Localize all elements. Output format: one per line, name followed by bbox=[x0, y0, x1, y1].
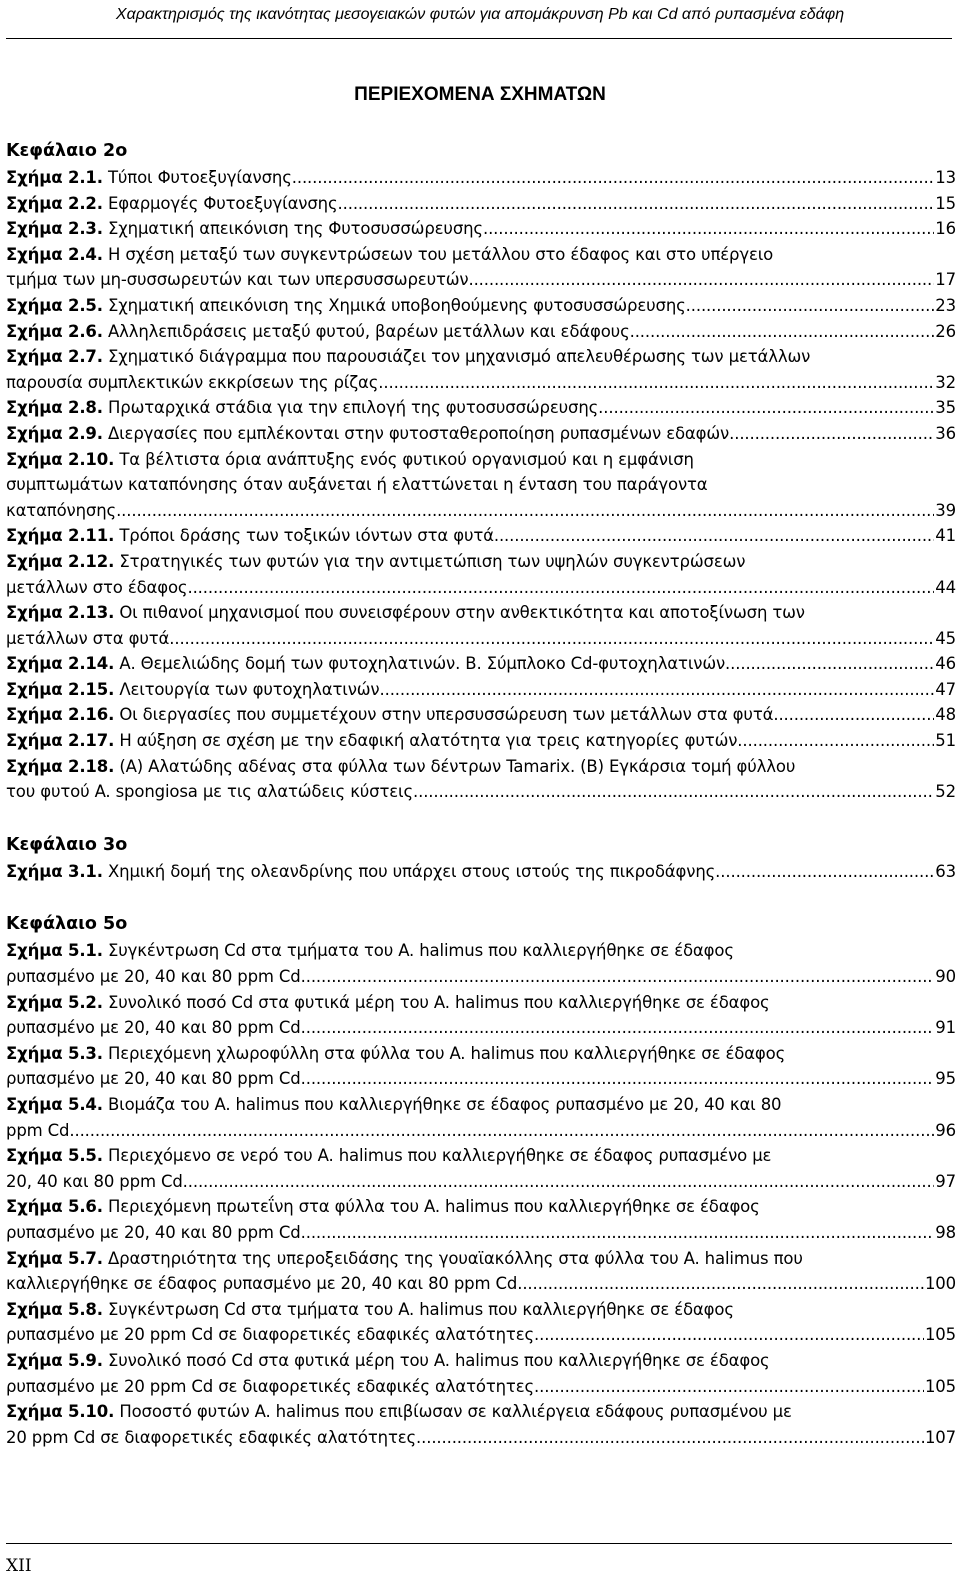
page-number: XII bbox=[6, 1556, 32, 1576]
page-ref[interactable]: 26 bbox=[935, 321, 956, 341]
figure-entry[interactable] bbox=[6, 702, 956, 728]
figure-caption: Συγκέντρωση Cd στα τμήματα του A. halimus που καλλιεργήθηκε σε έδαφος bbox=[102, 941, 734, 961]
figure-label: Σχήμα 2.6. bbox=[6, 321, 103, 341]
chapter-section bbox=[6, 138, 956, 805]
figure-entry[interactable] bbox=[6, 242, 956, 293]
figure-label: Σχήμα 2.8. bbox=[6, 398, 103, 418]
figure-label: Σχήμα 5.1. bbox=[6, 941, 103, 961]
figure-caption: Αλληλεπιδράσεις μεταξύ φυτού, βαρέων μετάλλων και εδάφους. bbox=[102, 321, 635, 341]
figure-caption: μετάλλων στο έδαφος. bbox=[6, 577, 193, 597]
dot-leader bbox=[742, 728, 934, 754]
figure-caption: Πρωταρχικά στάδια για την επιλογή της φυτοσυσσώρευσης. bbox=[102, 398, 604, 418]
figure-entry[interactable] bbox=[6, 677, 956, 703]
figure-label: Σχήμα 2.15. bbox=[6, 679, 115, 699]
figure-caption: Βιομάζα του A. halimus που καλλιεργήθηκε σε έδαφος ρυπασμένο με 20, 40 και 80 bbox=[102, 1095, 782, 1114]
dot-leader bbox=[539, 1322, 924, 1348]
figure-caption: Περιεχόμενη χλωροφύλλη στα φύλλα του A. halimus που καλλιεργήθηκε σε έδαφος bbox=[102, 1043, 786, 1063]
figure-caption: ρυπασμένο με 20, 40 και 80 ppm Cd. bbox=[6, 1018, 306, 1038]
figure-caption: (Α) Αλατώδης αδένας στα φύλλα των δέντρων Tamarix. (Β) Εγκάρσια τομή φύλλου bbox=[114, 756, 796, 776]
figure-entry[interactable] bbox=[6, 1399, 956, 1450]
figure-caption: Οι διεργασίες που συμμετέχουν στην υπερσυσσώρευση των μετάλλων στα φυτά. bbox=[114, 705, 779, 725]
figure-entry[interactable] bbox=[6, 990, 956, 1041]
figure-caption: ppm Cd. bbox=[6, 1120, 75, 1140]
figure-label: Σχήμα 5.7. bbox=[6, 1248, 103, 1268]
dot-leader bbox=[74, 1118, 934, 1144]
figure-entry[interactable] bbox=[6, 549, 956, 600]
figure-label: Σχήμα 2.5. bbox=[6, 295, 103, 315]
figure-entry[interactable] bbox=[6, 447, 956, 524]
figure-caption: τμήμα των μη-συσσωρευτών και των υπερσυσσωρευτών. bbox=[6, 270, 474, 290]
figure-caption: Στρατηγικές των φυτών για την αντιμετώπιση των υψηλών συγκεντρώσεων bbox=[114, 551, 746, 571]
dot-leader bbox=[418, 779, 934, 805]
dot-leader bbox=[522, 1271, 924, 1297]
figure-label: Σχήμα 2.11. bbox=[6, 526, 115, 546]
figure-label: Σχήμα 5.8. bbox=[6, 1299, 103, 1319]
figure-caption: Οι πιθανοί μηχανισμοί που συνεισφέρουν στην ανθεκτικότητα και αποτοξίνωση των bbox=[114, 603, 805, 623]
page-ref[interactable]: 32 bbox=[935, 372, 956, 392]
figure-caption: Συνολικό ποσό Cd στα φυτικά μέρη του A. halimus που καλλιεργήθηκε σε έδαφος bbox=[102, 1350, 770, 1370]
page-ref[interactable]: 35 bbox=[935, 398, 956, 418]
figure-caption: Η σχέση μεταξύ των συγκεντρώσεων του μετάλλου στο έδαφος και στο υπέργειο bbox=[102, 244, 774, 264]
page-ref[interactable]: 16 bbox=[935, 219, 956, 239]
dot-leader bbox=[499, 523, 934, 549]
dot-leader bbox=[174, 626, 934, 652]
page-ref[interactable]: 91 bbox=[935, 1018, 956, 1038]
figure-label: Σχήμα 2.12. bbox=[6, 551, 115, 571]
figure-entry[interactable] bbox=[6, 165, 956, 191]
figure-entry[interactable] bbox=[6, 216, 956, 242]
figure-caption: Περιεχόμενη πρωτεΐνη στα φύλλα του A. halimus που καλλιεργήθηκε σε έδαφος bbox=[102, 1197, 760, 1217]
figure-caption: ρυπασμένο με 20 ppm Cd σε διαφορετικές εδαφικές αλατότητες. bbox=[6, 1376, 540, 1396]
page-ref[interactable]: 96 bbox=[935, 1120, 956, 1140]
table-of-figures bbox=[6, 138, 956, 1450]
figure-caption: ρυπασμένο με 20, 40 και 80 ppm Cd. bbox=[6, 1222, 306, 1242]
figure-label: Σχήμα 2.17. bbox=[6, 731, 115, 751]
figure-entry[interactable] bbox=[6, 1348, 956, 1399]
figure-entry[interactable] bbox=[6, 523, 956, 549]
figure-caption: Περιεχόμενο σε νερό του A. halimus που καλλιεργήθηκε σε έδαφος ρυπασμένο με bbox=[102, 1146, 772, 1166]
figure-entry[interactable] bbox=[6, 344, 956, 395]
page-ref[interactable]: 41 bbox=[935, 526, 956, 546]
dot-leader bbox=[603, 395, 934, 421]
dot-leader bbox=[720, 859, 934, 885]
page-ref[interactable]: 45 bbox=[935, 628, 956, 648]
page-ref[interactable]: 48 bbox=[935, 705, 956, 725]
figure-caption: ρυπασμένο με 20, 40 και 80 ppm Cd. bbox=[6, 1069, 306, 1089]
figure-label: Σχήμα 2.10. bbox=[6, 449, 115, 469]
header-rule bbox=[6, 38, 952, 39]
figure-caption: 20 ppm Cd σε διαφορετικές εδαφικές αλατότητες. bbox=[6, 1427, 422, 1447]
figure-entry[interactable] bbox=[6, 1246, 956, 1297]
figure-label: Σχήμα 2.18. bbox=[6, 756, 115, 776]
dot-leader bbox=[383, 370, 934, 396]
figure-entry[interactable] bbox=[6, 728, 956, 754]
figure-entry[interactable] bbox=[6, 319, 956, 345]
figure-entry[interactable] bbox=[6, 938, 956, 989]
chapter-heading: Κεφάλαιο 5ο bbox=[6, 914, 128, 935]
figure-label: Σχήμα 5.2. bbox=[6, 992, 103, 1012]
page-ref[interactable]: 63 bbox=[935, 861, 956, 881]
figure-label: Σχήμα 5.5. bbox=[6, 1146, 103, 1166]
figure-caption: συμπτωμάτων καταπόνησης όταν αυξάνεται ή ελαττώνεται η ένταση του παράγοντα bbox=[6, 475, 708, 495]
figure-caption: Συγκέντρωση Cd στα τμήματα του A. halimus που καλλιεργήθηκε σε έδαφος bbox=[102, 1299, 734, 1319]
dot-leader bbox=[539, 1374, 924, 1400]
figure-caption: Λειτουργία των φυτοχηλατινών bbox=[114, 679, 380, 699]
page-ref[interactable]: 90 bbox=[935, 967, 956, 987]
figure-entry[interactable] bbox=[6, 1194, 956, 1245]
dot-leader bbox=[306, 1015, 935, 1041]
chapter-section bbox=[6, 832, 956, 885]
page-ref[interactable]: 13 bbox=[935, 168, 956, 187]
page-ref[interactable]: 51 bbox=[935, 731, 956, 751]
figure-label: Σχήμα 2.4. bbox=[6, 244, 103, 264]
figure-entry[interactable] bbox=[6, 191, 956, 217]
chapter-heading: Κεφάλαιο 3ο bbox=[6, 834, 128, 855]
page-ref[interactable]: 36 bbox=[935, 423, 956, 443]
figure-caption: Τρόποι δράσης των τοξικών ιόντων στα φυτά. bbox=[114, 526, 499, 546]
figure-caption: ρυπασμένο με 20 ppm Cd σε διαφορετικές εδαφικές αλατότητες. bbox=[6, 1325, 540, 1345]
dot-leader bbox=[121, 498, 934, 524]
figure-caption: Σχηματική απεικόνιση της Χημικά υποβοηθούμενης φυτοσυσσώρευσης. bbox=[102, 295, 691, 315]
figure-label: Σχήμα 2.16. bbox=[6, 705, 115, 725]
page-ref[interactable]: 97 bbox=[935, 1171, 956, 1191]
dot-leader bbox=[778, 702, 934, 728]
chapter-heading: Κεφάλαιο 2ο bbox=[6, 141, 128, 161]
figure-caption: 20, 40 και 80 ppm Cd. bbox=[6, 1171, 188, 1191]
figure-caption: Συνολικό ποσό Cd στα φυτικά μέρη του A. halimus που καλλιεργήθηκε σε έδαφος bbox=[102, 992, 770, 1012]
figure-label: Σχήμα 2.2. bbox=[6, 193, 103, 213]
figure-caption: Τα βέλτιστα όρια ανάπτυξης ενός φυτικού οργανισμού και η εμφάνιση bbox=[114, 449, 694, 469]
figure-caption: Η αύξηση σε σχέση με την εδαφική αλατότητα για τρεις κατηγορίες φυτών. bbox=[114, 731, 743, 751]
dot-leader bbox=[297, 165, 934, 191]
figure-entry[interactable] bbox=[6, 754, 956, 805]
figure-label: Σχήμα 2.13. bbox=[6, 603, 115, 623]
page-ref[interactable]: 107 bbox=[924, 1427, 956, 1447]
figure-label: Σχήμα 5.10. bbox=[6, 1402, 115, 1422]
figure-entry[interactable] bbox=[6, 1041, 956, 1092]
figure-label: Σχήμα 5.3. bbox=[6, 1043, 103, 1063]
figure-caption: καταπόνησης. bbox=[6, 500, 122, 520]
figure-label: Σχήμα 2.1. bbox=[6, 168, 103, 187]
page-ref[interactable]: 105 bbox=[924, 1325, 956, 1345]
figure-caption: Σχηματική απεικόνιση της Φυτοσυσσώρευσης. bbox=[102, 219, 489, 239]
dot-leader bbox=[193, 575, 935, 601]
page-ref[interactable]: 105 bbox=[924, 1376, 956, 1396]
footer-rule bbox=[6, 1543, 952, 1544]
page-ref[interactable]: 95 bbox=[935, 1069, 956, 1089]
figure-entry[interactable] bbox=[6, 421, 956, 447]
dot-leader bbox=[635, 319, 935, 345]
figure-entry[interactable] bbox=[6, 600, 956, 651]
figure-label: Σχήμα 5.6. bbox=[6, 1197, 103, 1217]
page-ref[interactable]: 15 bbox=[935, 193, 956, 213]
figure-caption: Εφαρμογές Φυτοεξυγίανσης. bbox=[102, 193, 343, 213]
figure-caption: καλλιεργήθηκε σε έδαφος ρυπασμένο με 20, 40 και 80 ppm Cd. bbox=[6, 1274, 523, 1294]
figure-entry[interactable] bbox=[6, 1143, 956, 1194]
figure-caption: Α. Θεμελιώδης δομή των φυτοχηλατινών. Β. Σύμπλοκο Cd-φυτοχηλατινών. bbox=[114, 654, 731, 674]
running-header: Χαρακτηρισμός της ικανότητας μεσογειακών φυτών για απομάκρυνση Pb και Cd από ρυπασμένα εδάφη bbox=[115, 6, 845, 23]
page-ref[interactable]: 52 bbox=[935, 782, 956, 802]
page-ref[interactable]: 98 bbox=[935, 1222, 956, 1242]
figure-label: Σχήμα 2.3. bbox=[6, 219, 103, 239]
figure-caption: Τύποι Φυτοεξυγίανσης. bbox=[102, 168, 297, 187]
figure-caption: Χημική δομή της ολεανδρίνης που υπάρχει στους ιστούς της πικροδάφνης. bbox=[102, 861, 721, 881]
dot-leader bbox=[343, 191, 935, 217]
figure-caption: του φυτού A. spongiosa με τις αλατώδεις κύστεις. bbox=[6, 782, 419, 802]
figure-caption: Δραστηριότητα της υπεροξειδάσης της γουαϊακόλλης στα φύλλα του A. halimus που bbox=[102, 1248, 803, 1268]
page-ref[interactable]: 100 bbox=[924, 1274, 956, 1294]
figure-label: Σχήμα 5.9. bbox=[6, 1350, 103, 1370]
page-title: ΠΕΡΙΕΧΟΜΕΝΑ ΣΧΗΜΑΤΩΝ bbox=[354, 84, 606, 105]
page-ref[interactable]: 23 bbox=[935, 295, 956, 315]
dot-leader bbox=[380, 677, 935, 703]
figure-label: Σχήμα 2.7. bbox=[6, 347, 103, 367]
figure-label: Σχήμα 2.9. bbox=[6, 423, 103, 443]
figure-entry[interactable] bbox=[6, 1092, 956, 1143]
page-ref[interactable]: 46 bbox=[935, 654, 956, 674]
dot-leader bbox=[306, 1220, 935, 1246]
figure-label: Σχήμα 5.4. bbox=[6, 1095, 103, 1114]
figure-caption: Σχηματικό διάγραμμα που παρουσιάζει τον μηχανισμό απελευθέρωσης των μετάλλων bbox=[102, 347, 811, 367]
figure-entry[interactable] bbox=[6, 651, 956, 677]
dot-leader bbox=[306, 1066, 935, 1092]
figure-caption: ρυπασμένο με 20, 40 και 80 ppm Cd. bbox=[6, 967, 306, 987]
chapter-section bbox=[6, 911, 956, 1450]
page-ref[interactable]: 47 bbox=[935, 679, 956, 699]
page-ref[interactable]: 39 bbox=[935, 500, 956, 520]
figure-caption: μετάλλων στα φυτά. bbox=[6, 628, 175, 648]
page-ref[interactable]: 17 bbox=[935, 270, 956, 290]
figure-label: Σχήμα 3.1. bbox=[6, 861, 103, 881]
dot-leader bbox=[474, 267, 935, 293]
dot-leader bbox=[734, 421, 934, 447]
figure-entry[interactable] bbox=[6, 395, 956, 421]
figure-entry[interactable] bbox=[6, 1297, 956, 1348]
figure-entry[interactable] bbox=[6, 293, 956, 319]
page-ref[interactable]: 44 bbox=[935, 577, 956, 597]
dot-leader bbox=[488, 216, 934, 242]
dot-leader bbox=[730, 651, 934, 677]
figure-caption: παρουσία συμπλεκτικών εκκρίσεων της ρίζας. bbox=[6, 372, 384, 392]
figure-caption: Διεργασίες που εμπλέκονται στην φυτοσταθεροποίηση ρυπασμένων εδαφών. bbox=[102, 423, 735, 443]
figure-entry[interactable] bbox=[6, 859, 956, 885]
dot-leader bbox=[421, 1425, 924, 1451]
dot-leader bbox=[306, 964, 935, 990]
dot-leader bbox=[691, 293, 935, 319]
figure-caption: Ποσοστό φυτών A. halimus που επιβίωσαν σε καλλιέργεια εδάφους ρυπασμένου με bbox=[114, 1402, 792, 1422]
figure-label: Σχήμα 2.14. bbox=[6, 654, 115, 674]
dot-leader bbox=[188, 1169, 935, 1195]
